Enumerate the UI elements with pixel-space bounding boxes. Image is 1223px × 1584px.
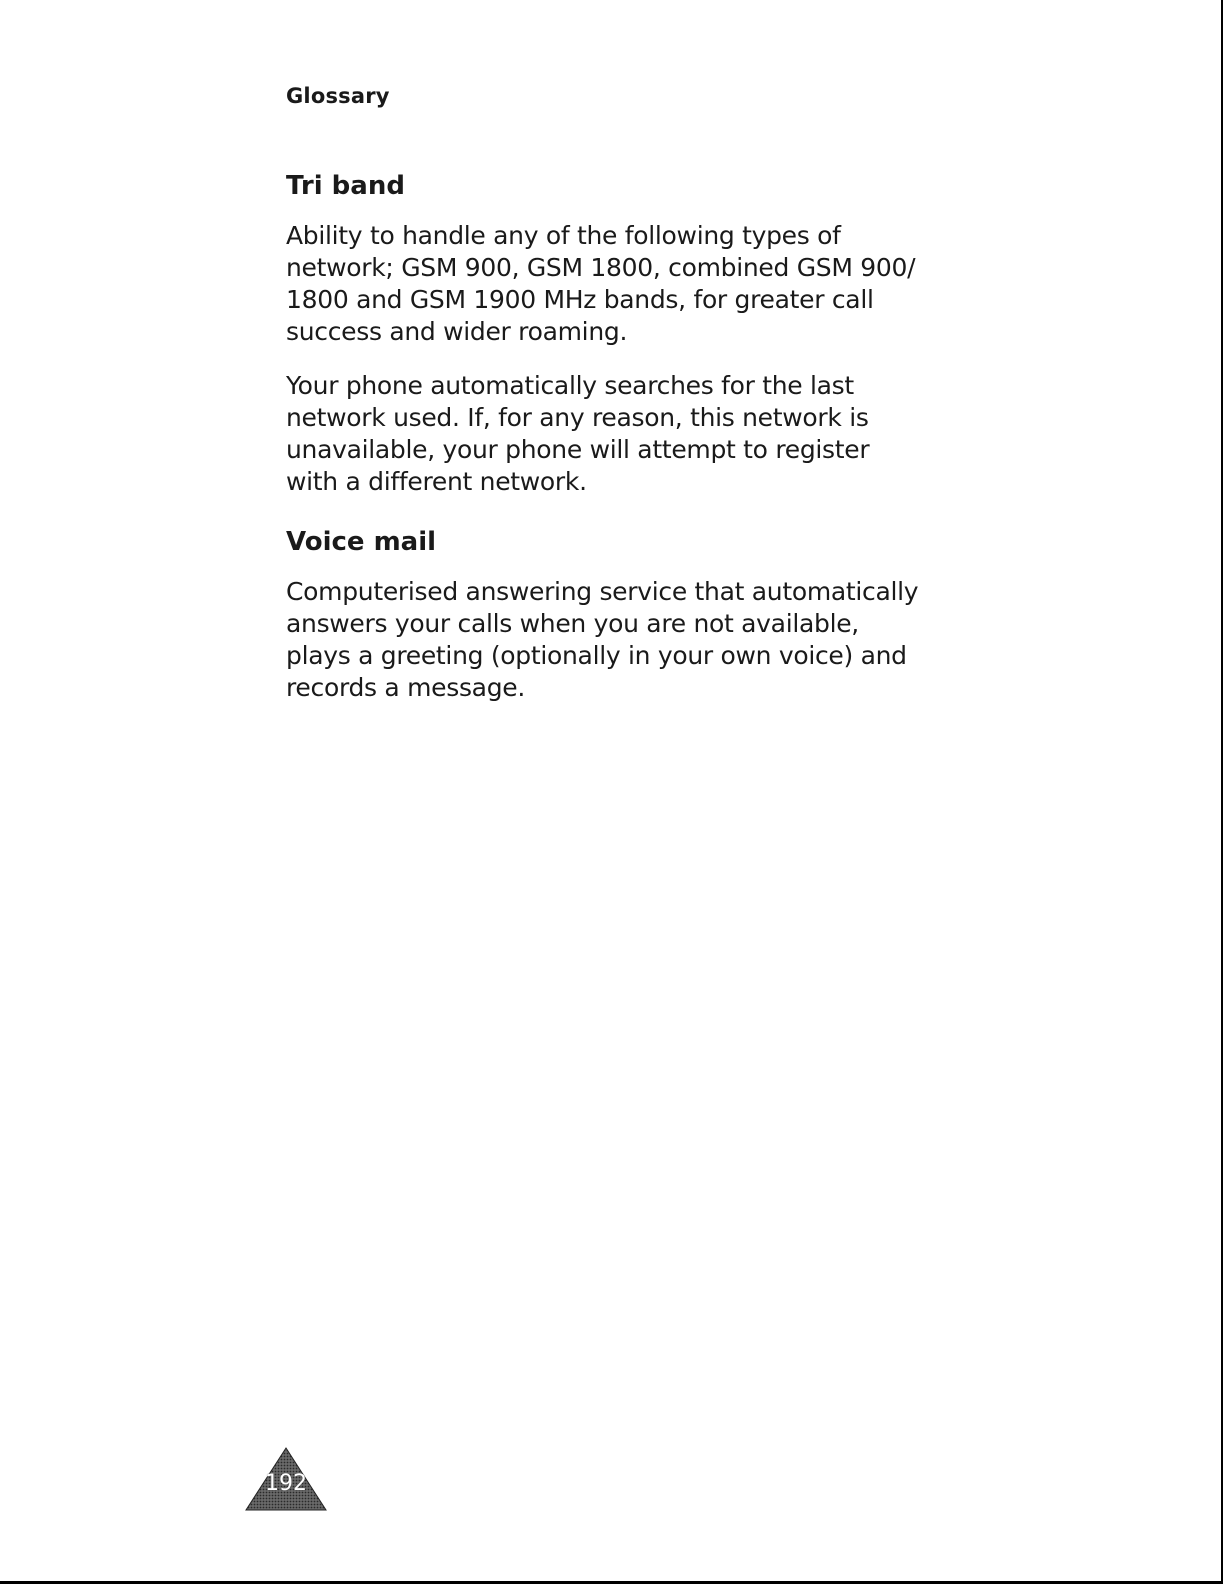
text-line: answers your calls when you are not available,: [286, 609, 859, 638]
glossary-content: [286, 166, 946, 726]
running-header: Glossary: [286, 84, 390, 108]
text-line: with a different network.: [286, 467, 587, 496]
text-line: unavailable, your phone will attempt to register: [286, 435, 870, 464]
text-line: success and wider roaming.: [286, 317, 628, 346]
text-line: Ability to handle any of the following types of: [286, 221, 841, 250]
text-line: records a message.: [286, 673, 525, 702]
text-line: plays a greeting (optionally in your own voice) and: [286, 641, 907, 670]
entry-term-voice-mail: Voice mail: [286, 527, 437, 557]
entry-paragraph: [286, 370, 946, 498]
entry-term-tri-band: Tri band: [286, 171, 405, 201]
text-line: Computerised answering service that automatically: [286, 577, 919, 606]
entry-paragraph: [286, 220, 946, 348]
text-line: network; GSM 900, GSM 1800, combined GSM 900/: [286, 253, 916, 282]
text-line: Your phone automatically searches for the last: [286, 371, 854, 400]
page-number: 192: [265, 1471, 307, 1496]
text-line: 1800 and GSM 1900 MHz bands, for greater call: [286, 285, 874, 314]
entry-paragraph: [286, 576, 946, 704]
text-line: network used. If, for any reason, this network is: [286, 403, 869, 432]
